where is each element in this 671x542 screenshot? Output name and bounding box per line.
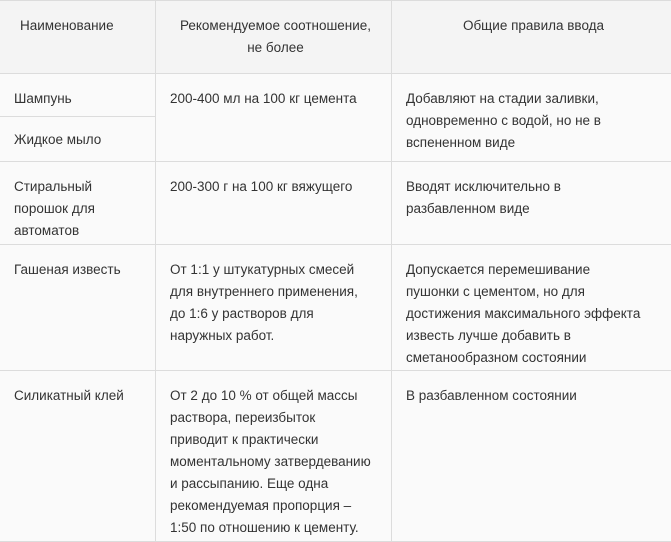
row-washing-powder-ratio: 200-300 г на 100 кг вяжущего <box>155 162 391 245</box>
row-lime-rules: Допускается перемешивание пушонки с цементом, но для достижения максимального эффекта известь лучше добавить в сметанообразном состоянии <box>391 245 671 371</box>
row-liquid-soap-name: Жидкое мыло <box>0 117 155 162</box>
row-washing-powder-rules: Вводят исключительно в разбавленном виде <box>391 162 671 245</box>
row-silicate-glue-name: Силикатный клей <box>0 371 155 542</box>
row-shampoo-name: Шампунь <box>0 74 155 117</box>
row-washing-powder-name: Стиральный порошок для автоматов <box>0 162 155 245</box>
row-lime-name: Гашеная известь <box>0 245 155 371</box>
header-name: Наименование <box>0 1 155 74</box>
row-silicate-glue-ratio: От 2 до 10 % от общей массы раствора, переизбыток приводит к практически моментальному затвердеванию и рассыпанию. Еще одна рекомендуемая пропорция – 1:50 по отношению к цементу. <box>155 371 391 542</box>
header-rules: Общие правила ввода <box>391 1 671 74</box>
header-ratio: Рекомендуемое соотношение, не более <box>155 1 391 74</box>
row-shampoo-ratio: 200-400 мл на 100 кг цемента <box>155 74 391 162</box>
row-lime-ratio: От 1:1 у штукатурных смесей для внутреннего применения, до 1:6 у растворов для наружных работ. <box>155 245 391 371</box>
row-silicate-glue-rules: В разбавленном состоянии <box>391 371 671 542</box>
row-shampoo-rules: Добавляют на стадии заливки, одновременно с водой, но не в вспененном виде <box>391 74 671 162</box>
